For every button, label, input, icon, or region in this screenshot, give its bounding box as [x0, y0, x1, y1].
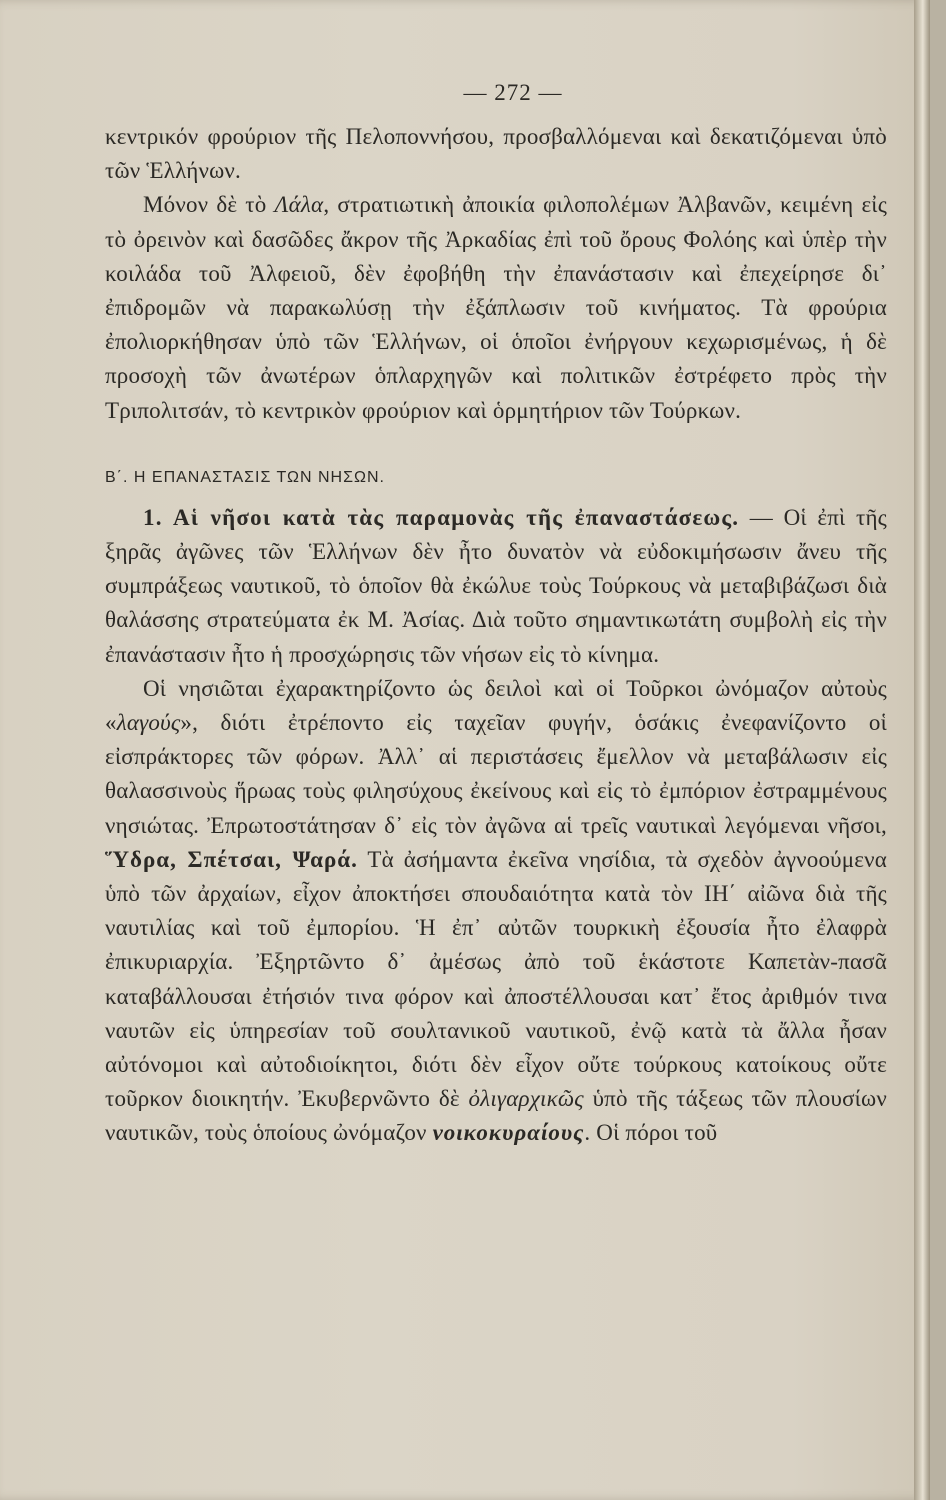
- paragraph-islanders-text-a: Οἱ νησιῶται ἐχαρακτηρίζοντο ὡς δειλοὶ καὶ οἱ Τοῦρκοι ὠνόμαζον αὐτοὺς «: [105, 675, 887, 736]
- page-edge: [914, 0, 930, 1500]
- paragraph-lala-text-a: Μόνον δὲ τὸ: [143, 192, 275, 218]
- paragraph-islanders-text-d: ὑπὸ τῆς τάξεως τῶν πλουσίων ναυτικῶν, τοὺς ὁποίους ὠνόμαζον: [105, 1086, 887, 1146]
- paragraph-islands-intro-text: — Οἱ ἐπὶ τῆς ξηρᾶς ἀγῶνες τῶν Ἑλλήνων δὲν ἦτο δυνατὸν νὰ εὐδοκιμήσωσιν ἄνευ τῆς συμπράξεως ναυτικοῦ, τὸ ὁποῖον θὰ ἐκώλυε τοὺς Τούρκους νὰ μεταβιβάζωσι διὰ θαλάσσης στρατεύματα ἐκ Μ. Ἀσίας. Διὰ τοῦτο σημαντικωτάτη συμβολὴ εἰς τὴν ἐπανάστασιν ἦτο ἡ προσχώρησις τῶν νήσων εἰς τὸ κίνημα.: [105, 504, 887, 667]
- paragraph-lala-text-b: , στρατιωτικὴ ἀποικία φιλοπολέμων Ἀλβανῶν, κειμένη εἰς τὸ ὀρεινὸν καὶ δασῶδες ἄκρον τῆς Ἀρκαδίας ἐπὶ τοῦ ὄρους Φολόης καὶ ὑπὲρ τὴν κοιλάδα τοῦ Ἀλφειοῦ, δὲν ἐφοβήθη τὴν ἐπανάστασιν καὶ ἐπεχείρησε δι᾽ ἐπιδρομῶν νὰ παρακωλύσῃ τὴν ἐξάπλωσιν τοῦ κινήματος. Τὰ φρούρια ἐπολιορκήθησαν ὑπὸ τῶν Ἑλλήνων, οἱ ὁποῖοι ἐνήργουν κεχωρισμένως, ἡ δὲ προσοχὴ τῶν ἀνωτέρων ὁπλαρχηγῶν καὶ πολιτικῶν ἐστρέφετο πρὸς τὴν Τριπολιτσάν, τὸ κεντρικὸν φρούριον καὶ ὁρμητήριον τῶν Τούρκων.: [105, 192, 887, 423]
- term-oligarchikos: ὀλιγαρχικῶς: [468, 1086, 584, 1112]
- paragraph-lala: [105, 188, 887, 427]
- term-noikokyraious: νοικοκυραίους: [432, 1120, 585, 1146]
- place-name-lala: Λάλα: [274, 192, 324, 218]
- paragraph-islands-intro: [105, 501, 887, 672]
- paragraph-continued: κεντρικόν φρούριον τῆς Πελοποννήσου, προσβαλλόμεναι καὶ δεκατιζόμεναι ὑπὸ τῶν Ἑλλήνων.: [105, 124, 887, 184]
- paragraph-islanders-text-e: . Οἱ πόροι τοῦ: [584, 1120, 718, 1146]
- page-number: — 272 —: [463, 80, 563, 105]
- paragraph-islanders: [105, 672, 887, 1151]
- paragraph-islanders-text-b: », διότι ἐτρέποντο εἰς ταχεῖαν φυγήν, ὁσάκις ἐνεφανίζοντο οἱ εἰσπράκτορες τῶν φόρων. Ἀλλ᾽ αἱ περιστάσεις ἔμελλον νὰ μεταβάλωσιν εἰς θαλασσινοὺς ἥρωας τοὺς φιλησύχους ἐκείνους καὶ εἰς τὸ ἐμπόριον ἐστραμμένους νησιώτας. Ἐπρωτοστάτησαν δ᾽ εἰς τὸν ἀγῶνα αἱ τρεῖς ναυτικαὶ λεγόμεναι νῆσοι,: [105, 710, 887, 838]
- section-title: Β΄. Η ΕΠΑΝΑΣΤΑΣΙΣ ΤΩΝ ΝΗΣΩΝ.: [105, 468, 385, 486]
- page-content: [105, 76, 887, 1151]
- nickname-lagous: λαγούς: [116, 710, 181, 736]
- subsection-heading: 1. Αἱ νῆσοι κατὰ τὰς παραμονὰς τῆς ἐπαναστάσεως.: [143, 504, 740, 530]
- paragraph-islanders-text-c: Τὰ ἀσήμαντα ἐκεῖνα νησίδια, τὰ σχεδὸν ἀγνοούμενα ὑπὸ τῶν ἀρχαίων, εἶχον ἀποκτήσει σπουδαιότητα κατὰ τὸν ΙΗ΄ αἰῶνα διὰ τῆς ναυτιλίας καὶ τοῦ ἐμπορίου. Ἡ ἐπ᾽ αὐτῶν τουρκικὴ ἐξουσία ἦτο ἐλαφρὰ ἐπικυριαρχία. Ἐξηρτῶντο δ᾽ ἀμέσως ἀπὸ τοῦ ἑκάστοτε Καπετὰν-πασᾶ καταβάλλουσαι ἐτήσιόν τινα φόρον καὶ ἀποστέλλουσαι κατ᾽ ἔτος ἀριθμόν τινα ναυτῶν εἰς ὑπηρεσίαν τοῦ σουλτανικοῦ ναυτικοῦ, ἐνῷ κατὰ τὰ ἄλλα ἦσαν αὐτόνομοι καὶ αὐτοδιοίκητοι, διότι δὲν εἶχον οὔτε τούρκους κατοίκους οὔτε τοῦρκον διοικητήν. Ἐκυβερνῶντο δὲ: [105, 846, 888, 1112]
- island-names: Ὕδρα, Σπέτσαι, Ψαρά.: [105, 846, 358, 872]
